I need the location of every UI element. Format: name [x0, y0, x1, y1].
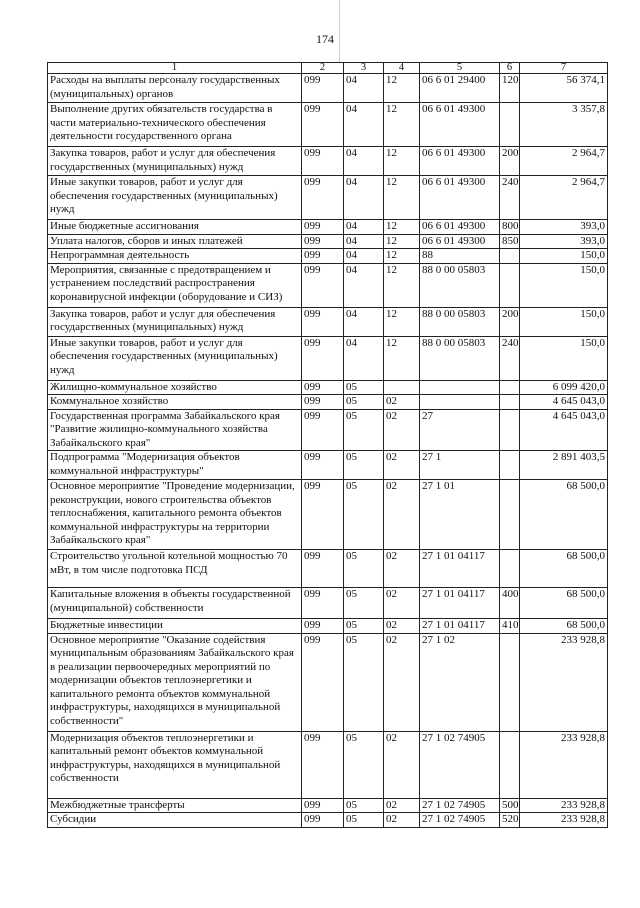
admin-code-cell: 099: [302, 263, 344, 307]
amount-cell: 2 891 403,5: [520, 451, 608, 480]
subsection-cell: 12: [384, 74, 420, 103]
expense-type-cell: [500, 249, 520, 264]
row-name-cell: Бюджетные инвестиции: [48, 619, 302, 634]
table-row: [48, 633, 608, 731]
table-row: [48, 480, 608, 550]
admin-code-cell: 099: [302, 220, 344, 235]
header-cell: 1: [48, 63, 302, 74]
row-name-cell: Модернизация объектов теплоэнергетики и капитальный ремонт объектов коммунальной инфраструктуры, находящихся в муниципальной собственности: [48, 731, 302, 798]
target-article-cell: 06 6 01 49300: [420, 234, 500, 249]
subsection-cell: 02: [384, 798, 420, 813]
target-article-cell: [420, 380, 500, 395]
section-cell: 05: [344, 798, 384, 813]
table-row: [48, 395, 608, 410]
target-article-cell: 27 1 01: [420, 480, 500, 550]
admin-code-cell: 099: [302, 588, 344, 619]
target-article-cell: 27 1 02: [420, 633, 500, 731]
amount-cell: 68 500,0: [520, 550, 608, 588]
target-article-cell: 06 6 01 49300: [420, 220, 500, 235]
section-cell: 04: [344, 103, 384, 147]
amount-cell: 150,0: [520, 249, 608, 264]
table-row: [48, 74, 608, 103]
amount-cell: 233 928,8: [520, 731, 608, 798]
table-row: [48, 409, 608, 451]
table-row: [48, 307, 608, 336]
target-article-cell: [420, 395, 500, 410]
row-name-cell: Капитальные вложения в объекты государственной (муниципальной) собственности: [48, 588, 302, 619]
subsection-cell: 12: [384, 103, 420, 147]
subsection-cell: 12: [384, 220, 420, 235]
table-header-row: [48, 63, 608, 74]
admin-code-cell: 099: [302, 619, 344, 634]
section-cell: 04: [344, 74, 384, 103]
table-row: [48, 103, 608, 147]
amount-cell: 68 500,0: [520, 588, 608, 619]
subsection-cell: [384, 380, 420, 395]
expense-type-cell: [500, 480, 520, 550]
table-row: [48, 550, 608, 588]
subsection-cell: 12: [384, 307, 420, 336]
subsection-cell: 12: [384, 336, 420, 380]
target-article-cell: 06 6 01 49300: [420, 103, 500, 147]
subsection-cell: 02: [384, 731, 420, 798]
row-name-cell: Выполнение других обязательств государства в части материально-технического обеспечения деятельности государственного органа: [48, 103, 302, 147]
amount-cell: 3 357,8: [520, 103, 608, 147]
amount-cell: 393,0: [520, 234, 608, 249]
amount-cell: 4 645 043,0: [520, 409, 608, 451]
section-cell: 05: [344, 813, 384, 828]
section-cell: 04: [344, 234, 384, 249]
section-cell: 05: [344, 731, 384, 798]
budget-table: [47, 62, 608, 828]
admin-code-cell: 099: [302, 336, 344, 380]
admin-code-cell: 099: [302, 731, 344, 798]
row-name-cell: Строительство угольной котельной мощностью 70 мВт, в том числе подготовка ПСД: [48, 550, 302, 588]
amount-cell: 233 928,8: [520, 813, 608, 828]
amount-cell: 68 500,0: [520, 480, 608, 550]
target-article-cell: 27 1 02 74905: [420, 813, 500, 828]
expense-type-cell: 500: [500, 798, 520, 813]
expense-type-cell: 850: [500, 234, 520, 249]
expense-type-cell: 520: [500, 813, 520, 828]
subsection-cell: 12: [384, 249, 420, 264]
row-name-cell: Закупка товаров, работ и услуг для обеспечения государственных (муниципальных) нужд: [48, 147, 302, 176]
table-row: [48, 731, 608, 798]
header-cell: 7: [520, 63, 608, 74]
row-name-cell: Иные бюджетные ассигнования: [48, 220, 302, 235]
admin-code-cell: 099: [302, 103, 344, 147]
table-row: [48, 249, 608, 264]
admin-code-cell: 099: [302, 633, 344, 731]
expense-type-cell: 120: [500, 74, 520, 103]
target-article-cell: 27 1: [420, 451, 500, 480]
target-article-cell: 88 0 00 05803: [420, 307, 500, 336]
expense-type-cell: [500, 731, 520, 798]
table-row: [48, 451, 608, 480]
row-name-cell: Уплата налогов, сборов и иных платежей: [48, 234, 302, 249]
target-article-cell: 27 1 02 74905: [420, 798, 500, 813]
header-cell: 6: [500, 63, 520, 74]
target-article-cell: 27 1 02 74905: [420, 731, 500, 798]
section-cell: 05: [344, 588, 384, 619]
row-name-cell: Межбюджетные трансферты: [48, 798, 302, 813]
expense-type-cell: 200: [500, 307, 520, 336]
amount-cell: 233 928,8: [520, 798, 608, 813]
amount-cell: 56 374,1: [520, 74, 608, 103]
amount-cell: 393,0: [520, 220, 608, 235]
admin-code-cell: 099: [302, 74, 344, 103]
amount-cell: 2 964,7: [520, 147, 608, 176]
row-name-cell: Коммунальное хозяйство: [48, 395, 302, 410]
admin-code-cell: 099: [302, 249, 344, 264]
scan-edge-line: [339, 0, 340, 62]
expense-type-cell: 240: [500, 336, 520, 380]
expense-type-cell: [500, 103, 520, 147]
row-name-cell: Непрограммная деятельность: [48, 249, 302, 264]
table-row: [48, 813, 608, 828]
target-article-cell: 27 1 01 04117: [420, 619, 500, 634]
admin-code-cell: 099: [302, 380, 344, 395]
subsection-cell: 12: [384, 234, 420, 249]
table-row: [48, 619, 608, 634]
section-cell: 04: [344, 249, 384, 264]
subsection-cell: 02: [384, 813, 420, 828]
section-cell: 05: [344, 480, 384, 550]
subsection-cell: 02: [384, 409, 420, 451]
expense-type-cell: [500, 550, 520, 588]
amount-cell: 2 964,7: [520, 176, 608, 220]
section-cell: 04: [344, 220, 384, 235]
section-cell: 05: [344, 395, 384, 410]
subsection-cell: 02: [384, 550, 420, 588]
target-article-cell: 06 6 01 49300: [420, 176, 500, 220]
amount-cell: 150,0: [520, 263, 608, 307]
expense-type-cell: 800: [500, 220, 520, 235]
header-cell: 5: [420, 63, 500, 74]
expense-type-cell: [500, 633, 520, 731]
subsection-cell: 02: [384, 480, 420, 550]
table-row: [48, 234, 608, 249]
expense-type-cell: [500, 451, 520, 480]
subsection-cell: 02: [384, 395, 420, 410]
expense-type-cell: [500, 380, 520, 395]
table-row: [48, 380, 608, 395]
target-article-cell: 06 6 01 49300: [420, 147, 500, 176]
admin-code-cell: 099: [302, 813, 344, 828]
admin-code-cell: 099: [302, 147, 344, 176]
expense-type-cell: 200: [500, 147, 520, 176]
admin-code-cell: 099: [302, 176, 344, 220]
header-cell: 4: [384, 63, 420, 74]
target-article-cell: 27: [420, 409, 500, 451]
page-number: 174: [316, 32, 334, 46]
expense-type-cell: [500, 409, 520, 451]
target-article-cell: 27 1 01 04117: [420, 550, 500, 588]
section-cell: 05: [344, 550, 384, 588]
target-article-cell: 88: [420, 249, 500, 264]
table-row: [48, 220, 608, 235]
target-article-cell: 88 0 00 05803: [420, 336, 500, 380]
section-cell: 05: [344, 451, 384, 480]
header-cell: 3: [344, 63, 384, 74]
admin-code-cell: 099: [302, 798, 344, 813]
subsection-cell: 02: [384, 451, 420, 480]
amount-cell: 68 500,0: [520, 619, 608, 634]
section-cell: 04: [344, 307, 384, 336]
section-cell: 04: [344, 176, 384, 220]
row-name-cell: Закупка товаров, работ и услуг для обеспечения государственных (муниципальных) нужд: [48, 307, 302, 336]
admin-code-cell: 099: [302, 480, 344, 550]
row-name-cell: Иные закупки товаров, работ и услуг для обеспечения государственных (муниципальных) нужд: [48, 336, 302, 380]
expense-type-cell: 400: [500, 588, 520, 619]
section-cell: 05: [344, 633, 384, 731]
expense-type-cell: [500, 395, 520, 410]
target-article-cell: 88 0 00 05803: [420, 263, 500, 307]
admin-code-cell: 099: [302, 234, 344, 249]
subsection-cell: 12: [384, 263, 420, 307]
row-name-cell: Основное мероприятие "Проведение модернизации, реконструкции, нового строительства объектов теплоснабжения, капитального ремонта объектов коммунальной инфраструктуры на территории Забайкальского края": [48, 480, 302, 550]
amount-cell: 6 099 420,0: [520, 380, 608, 395]
admin-code-cell: 099: [302, 451, 344, 480]
section-cell: 04: [344, 263, 384, 307]
row-name-cell: Жилищно-коммунальное хозяйство: [48, 380, 302, 395]
row-name-cell: Субсидии: [48, 813, 302, 828]
table-row: [48, 798, 608, 813]
amount-cell: 150,0: [520, 336, 608, 380]
table-row: [48, 176, 608, 220]
amount-cell: 150,0: [520, 307, 608, 336]
section-cell: 04: [344, 336, 384, 380]
section-cell: 04: [344, 147, 384, 176]
table-row: [48, 147, 608, 176]
section-cell: 05: [344, 619, 384, 634]
amount-cell: 233 928,8: [520, 633, 608, 731]
row-name-cell: Подпрограмма "Модернизация объектов коммунальной инфраструктуры": [48, 451, 302, 480]
subsection-cell: 12: [384, 176, 420, 220]
amount-cell: 4 645 043,0: [520, 395, 608, 410]
table-row: [48, 263, 608, 307]
row-name-cell: Расходы на выплаты персоналу государственных (муниципальных) органов: [48, 74, 302, 103]
expense-type-cell: 410: [500, 619, 520, 634]
target-article-cell: 06 6 01 29400: [420, 74, 500, 103]
target-article-cell: 27 1 01 04117: [420, 588, 500, 619]
admin-code-cell: 099: [302, 550, 344, 588]
admin-code-cell: 099: [302, 409, 344, 451]
subsection-cell: 12: [384, 147, 420, 176]
subsection-cell: 02: [384, 588, 420, 619]
table-row: [48, 336, 608, 380]
expense-type-cell: [500, 263, 520, 307]
budget-table-body: [48, 63, 608, 828]
admin-code-cell: 099: [302, 307, 344, 336]
table-row: [48, 588, 608, 619]
section-cell: 05: [344, 409, 384, 451]
header-cell: 2: [302, 63, 344, 74]
section-cell: 05: [344, 380, 384, 395]
expense-type-cell: 240: [500, 176, 520, 220]
row-name-cell: Основное мероприятие "Оказание содействия муниципальным образованиям Забайкальского края в реализации первоочередных мероприятий по модернизации объектов теплоэнергетики и капитального ремонта объектов коммунальной инфраструктуры, находящихся в муниципальной собственности": [48, 633, 302, 731]
subsection-cell: 02: [384, 633, 420, 731]
subsection-cell: 02: [384, 619, 420, 634]
row-name-cell: Мероприятия, связанные с предотвращением и устранением последствий распространения коронавирусной инфекции (оборудование и СИЗ): [48, 263, 302, 307]
row-name-cell: Государственная программа Забайкальского края "Развитие жилищно-коммунального хозяйства Забайкальского края": [48, 409, 302, 451]
row-name-cell: Иные закупки товаров, работ и услуг для обеспечения государственных (муниципальных) нужд: [48, 176, 302, 220]
admin-code-cell: 099: [302, 395, 344, 410]
